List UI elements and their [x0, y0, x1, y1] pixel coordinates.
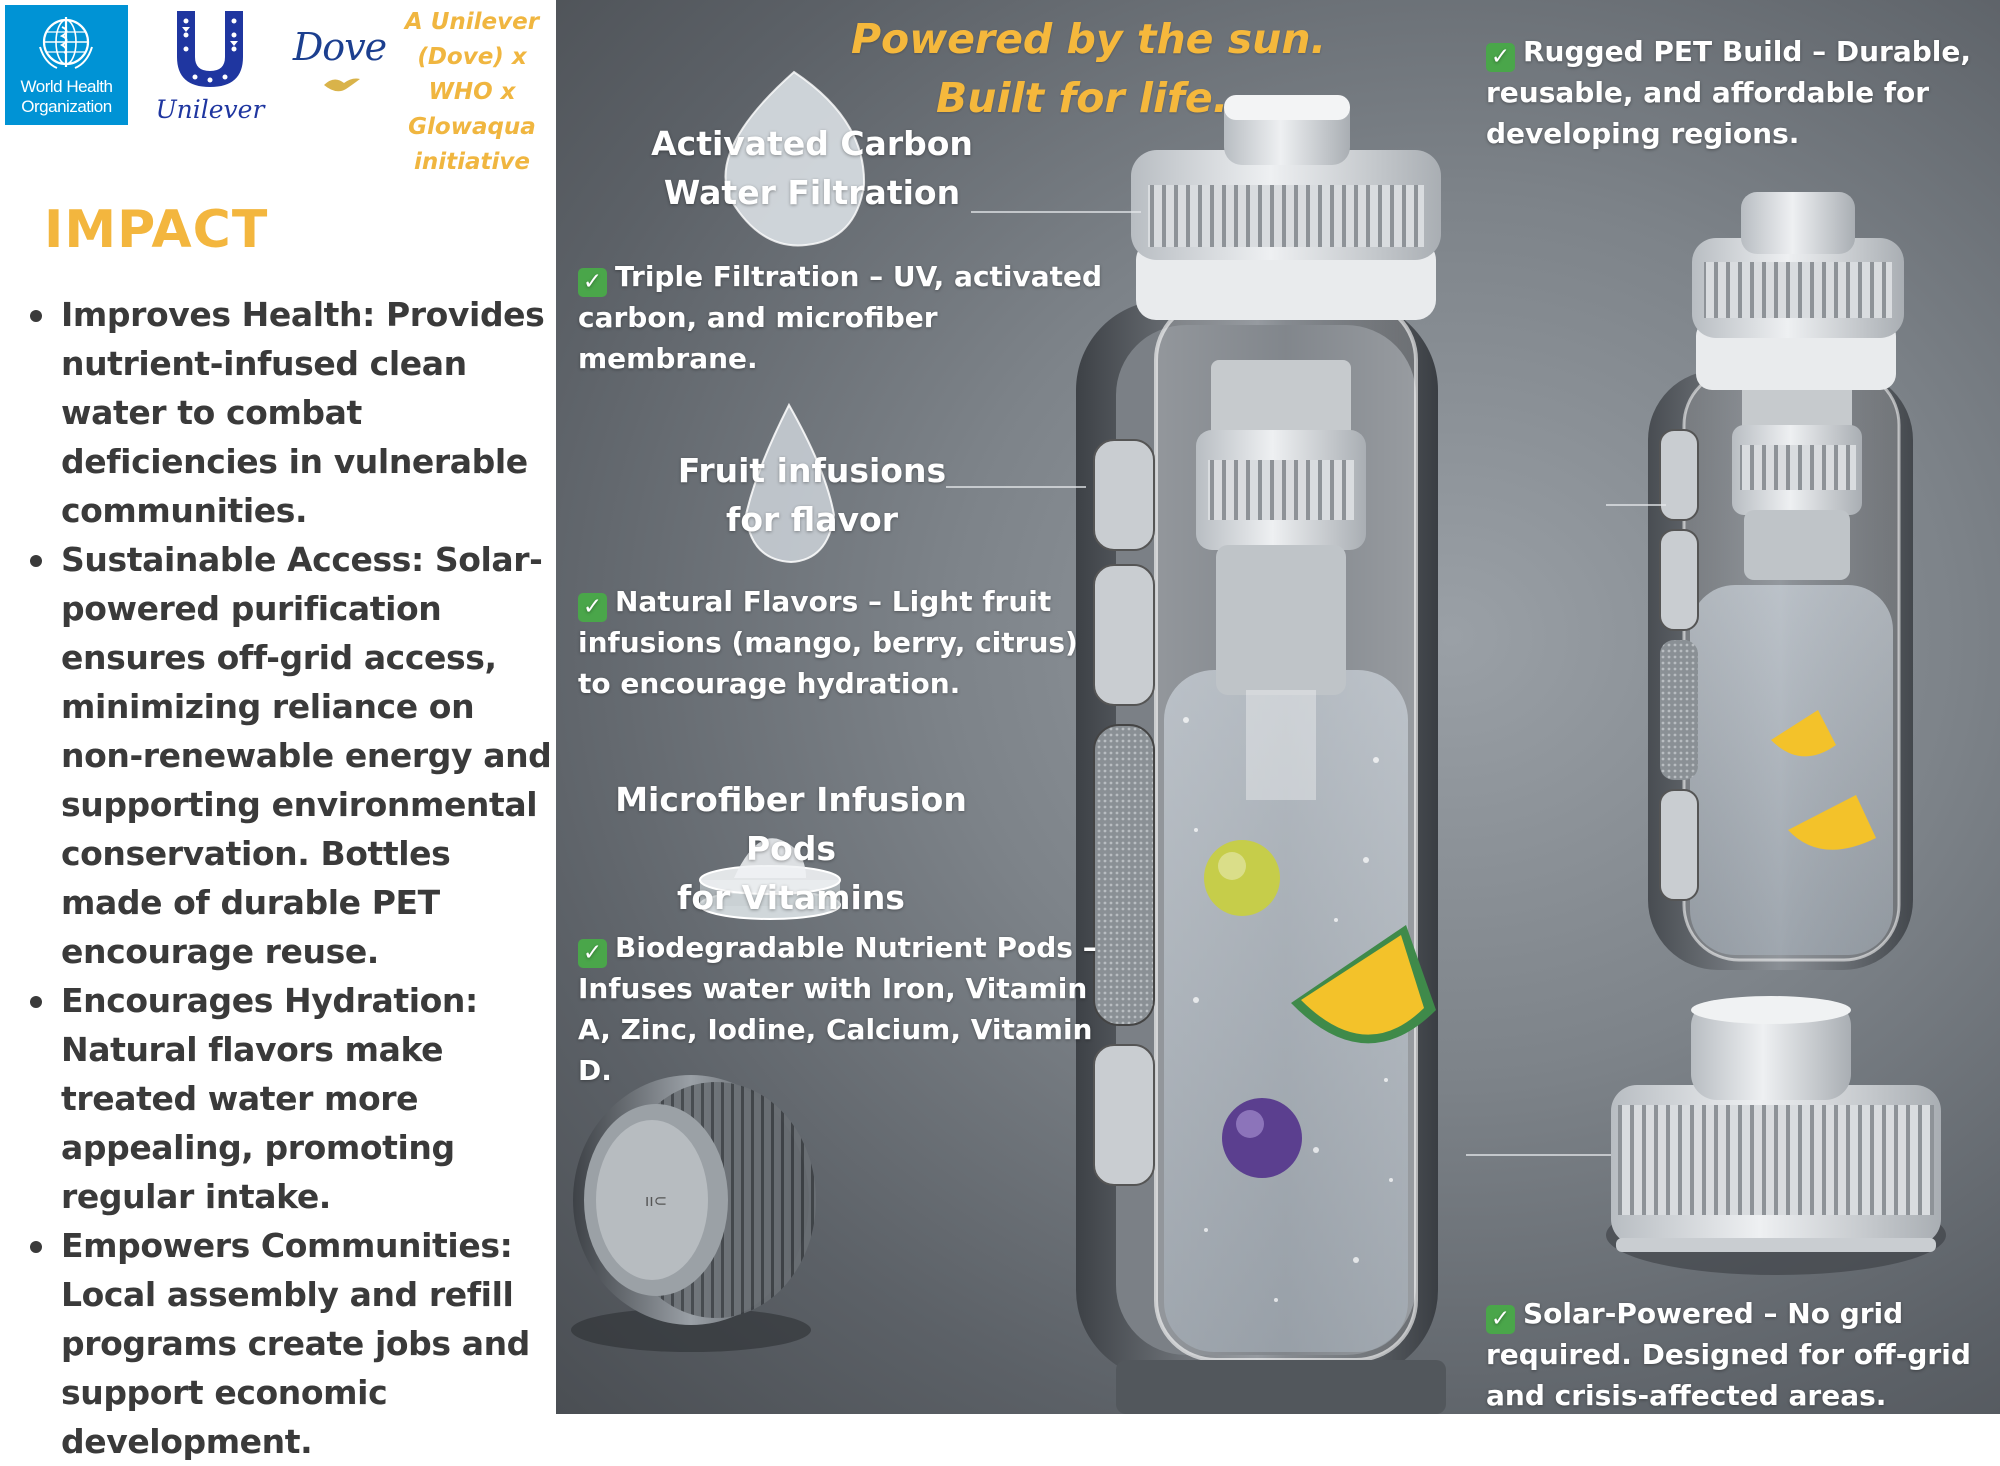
svg-text:ıı⊂: ıı⊂ — [644, 1191, 668, 1210]
bullet-icon — [30, 1241, 42, 1253]
bullet-icon — [30, 555, 42, 567]
feature-nutrient-pods — [578, 927, 1108, 1091]
bullet-icon — [30, 310, 42, 322]
bullet-icon — [30, 996, 42, 1008]
dove-bird-icon — [322, 73, 362, 95]
check-icon: ✓ — [578, 939, 607, 968]
feature-solar-powered — [1486, 1293, 1976, 1416]
impact-item-text: Improves Health: Provides nutrient-infused clean water to combat deficiencies in vulnerable communities. — [61, 295, 545, 530]
initiative-text: A Unilever (Dove) x WHO x Glowaqua initiative — [404, 9, 540, 175]
unilever-logo — [155, 5, 265, 124]
tagline-line-2: Built for life. — [936, 74, 1229, 122]
solar-cap-module — [1606, 996, 1946, 1275]
main-bottle — [1076, 95, 1446, 1414]
feature-text: Triple Filtration – UV, activated carbon, and microfiber membrane. — [578, 260, 1103, 375]
impact-heading: IMPACT — [44, 200, 269, 260]
impact-panel — [0, 0, 556, 1461]
impact-item-text: Empowers Communities: Local assembly and refill programs create jobs and support economic development. — [61, 1226, 530, 1461]
list-item — [24, 1221, 554, 1466]
list-item — [24, 535, 554, 976]
secondary-bottle — [1648, 192, 1913, 970]
product-illustration-panel — [556, 0, 2000, 1414]
unilever-logo-text: Unilever — [155, 95, 265, 124]
impact-item-text: Sustainable Access: Solar-powered purification ensures off-grid access, minimizing reliance on non-renewable energy and supporting environmental conservation. Bottles made of durable PET encourage reuse. — [61, 540, 552, 971]
check-icon: ✓ — [1486, 1305, 1515, 1334]
feature-text: Solar-Powered – No grid required. Designed for off-grid and crisis-affected areas. — [1486, 1297, 1971, 1412]
unilever-u-icon — [155, 5, 265, 95]
feature-natural-flavors — [578, 581, 1078, 704]
who-emblem-icon — [37, 13, 95, 71]
feature-rugged-build — [1486, 31, 1976, 154]
feature-text: Natural Flavors – Light fruit infusions (mango, berry, citrus) to encourage hydration. — [578, 585, 1078, 700]
list-item — [24, 976, 554, 1221]
list-item — [24, 290, 554, 535]
fruit-infusion-label: Fruit infusions for flavor — [677, 451, 947, 539]
impact-list — [24, 290, 554, 1466]
who-logo — [5, 5, 128, 125]
dove-logo-text: Dove — [292, 25, 387, 69]
who-logo-text: World Health Organization — [20, 77, 113, 116]
feature-text: Rugged PET Build – Durable, reusable, and affordable for developing regions. — [1486, 35, 1972, 150]
feature-text: Biodegradable Nutrient Pods – Infuses water with Iron, Vitamin A, Zinc, Iodine, Calcium, Vitamin D. — [578, 931, 1097, 1087]
feature-triple-filtration — [578, 256, 1118, 379]
carbon-filter-label: Activated Carbon Water Filtration — [651, 124, 973, 212]
check-icon: ✓ — [578, 268, 607, 297]
check-icon: ✓ — [1486, 43, 1515, 72]
dark-cap-module — [571, 1075, 816, 1352]
impact-item-text: Encourages Hydration: Natural flavors make treated water more appealing, promoting regular intake. — [61, 981, 478, 1216]
tagline-line-1: Powered by the sun. — [851, 15, 1327, 63]
check-icon: ✓ — [578, 593, 607, 622]
dove-logo — [292, 25, 387, 100]
infusion-pods-label: Microfiber Infusion Pods for Vitamins — [615, 780, 967, 917]
